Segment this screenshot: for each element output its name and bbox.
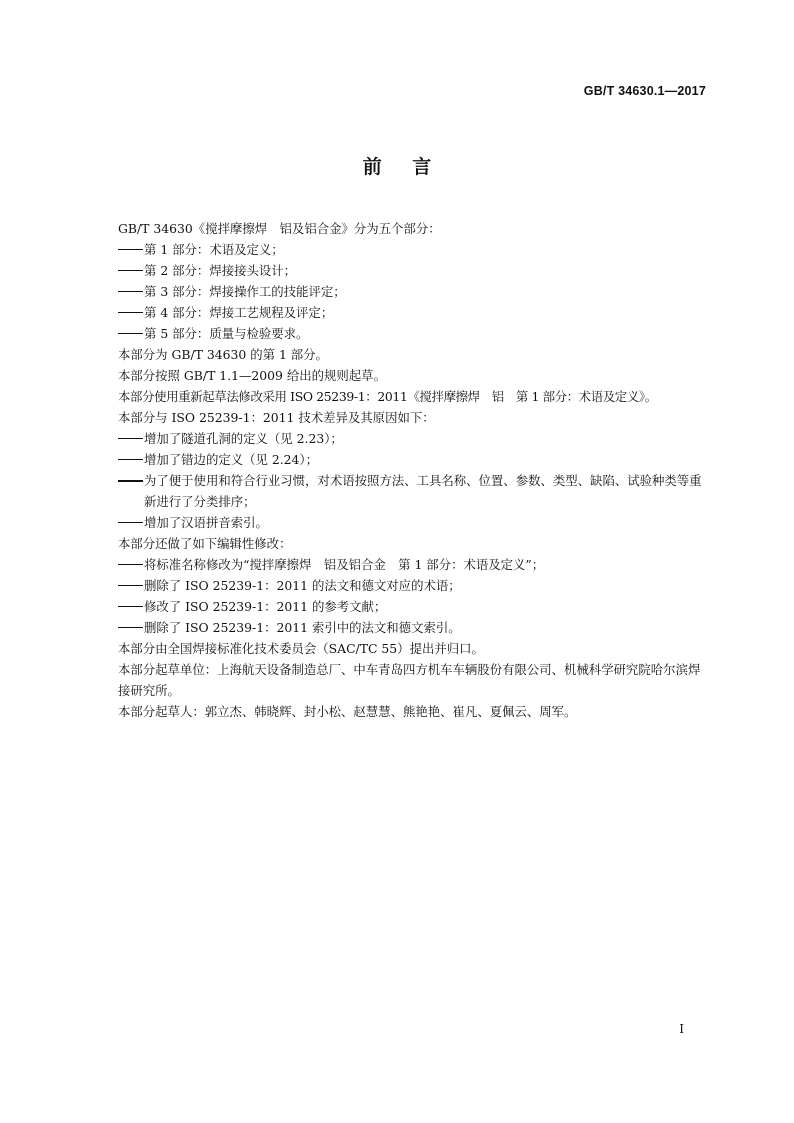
list-item-edit: 删除了 ISO 25239-1：2011 索引中的法文和德文索引。 <box>118 617 708 638</box>
list-item-difference: 增加了汉语拼音索引。 <box>118 512 708 533</box>
list-item-part: 第 5 部分：质量与检验要求。 <box>118 323 708 344</box>
dash-icon <box>118 522 143 524</box>
document-code: GB/T 34630.1—2017 <box>583 84 706 98</box>
dash-icon <box>118 333 143 335</box>
dash-icon <box>118 312 143 314</box>
dash-icon <box>118 438 143 440</box>
paragraph-drafting-rules: 本部分按照 GB/T 1.1—2009 给出的规则起草。 <box>118 368 386 383</box>
list-item-part: 第 2 部分：焊接接头设计； <box>118 260 708 281</box>
list-item-edit: 修改了 ISO 25239-1：2011 的参考文献； <box>118 596 708 617</box>
list-item-difference: 增加了隧道孔洞的定义（见 2.23）； <box>118 428 708 449</box>
paragraph-edits-intro: 本部分还做了如下编辑性修改： <box>118 536 292 551</box>
dash-icon <box>118 270 143 272</box>
paragraph-series-intro: GB/T 34630《搅拌摩擦焊 铝及铝合金》分为五个部分： <box>118 221 441 236</box>
dash-icon <box>118 564 143 566</box>
paragraph-part-statement: 本部分为 GB/T 34630 的第 1 部分。 <box>118 347 328 362</box>
paragraph-proposer: 本部分由全国焊接标准化技术委员会（SAC/TC 55）提出并归口。 <box>118 641 484 656</box>
paragraph-adoption: 本部分使用重新起草法修改采用 ISO 25239-1：2011《搅拌摩擦焊 铝 第 1 部分：术语及定义》。 <box>118 389 657 404</box>
list-item-part: 第 1 部分：术语及定义； <box>118 239 708 260</box>
foreword-body <box>118 218 708 722</box>
dash-icon <box>118 585 143 587</box>
list-item-part: 第 3 部分：焊接操作工的技能评定； <box>118 281 708 302</box>
list-item-edit: 删除了 ISO 25239-1：2011 的法文和德文对应的术语； <box>118 575 708 596</box>
paragraph-differences-intro: 本部分与 ISO 25239-1：2011 技术差异及其原因如下： <box>118 410 435 425</box>
dash-icon <box>118 459 143 461</box>
paragraph-drafting-units: 本部分起草单位：上海航天设备制造总厂、中车青岛四方机车车辆股份有限公司、机械科学研究院哈尔滨焊接研究所。 <box>118 662 701 698</box>
list-item-part: 第 4 部分：焊接工艺规程及评定； <box>118 302 708 323</box>
page-title: 前 言 <box>362 156 432 178</box>
dash-icon <box>118 249 143 251</box>
dash-icon <box>118 606 143 608</box>
dash-icon <box>118 480 143 482</box>
list-item-difference: 增加了错边的定义（见 2.24）； <box>118 449 708 470</box>
page-number: I <box>679 1022 684 1036</box>
paragraph-drafters: 本部分起草人：郭立杰、韩晓辉、封小松、赵慧慧、熊艳艳、崔凡、夏佩云、周军。 <box>118 704 577 719</box>
dash-icon <box>118 291 143 293</box>
list-item-difference: 为了便于使用和符合行业习惯，对术语按照方法、工具名称、位置、参数、类型、缺陷、试验种类等重新进行了分类排序； <box>118 470 708 512</box>
list-item-edit: 将标准名称修改为“搅拌摩擦焊 铝及铝合金 第 1 部分：术语及定义”； <box>118 554 708 575</box>
dash-icon <box>118 627 143 629</box>
